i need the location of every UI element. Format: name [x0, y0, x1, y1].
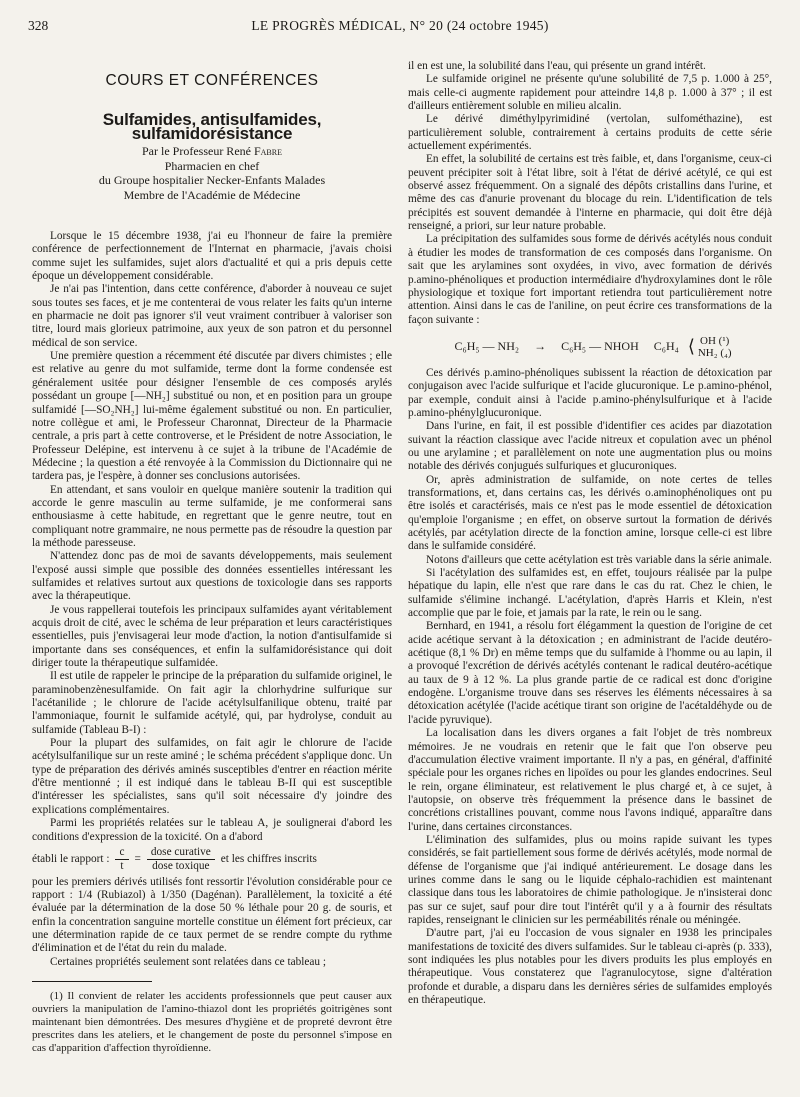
substituent-nh2: NH₂ (₄)	[697, 346, 732, 359]
paragraph: Or, après administration de sulfamide, on note certes de telles transformations, et, dans certains cas, les dérivés o.aminophénoliques ont pu être isolés et caractérisés, mais ce n'est pas le mode essentiel de détoxication qu'emploie l'organisme ; en effet, on observe surtout la formation de dérivés acétylés, par acétylation directe de la fonction amine, lorsque celle-ci est libre dans le sulfamide considéré.	[408, 473, 772, 553]
rapport-lead: établi le rapport :	[32, 853, 110, 866]
paragraph: Ces dérivés p.amino-phénoliques subissent la réaction de détoxication par conjugaison avec l'acide sulfurique et l'acide glucuronique. Le p.amino-phénol, par exemple, conduit ainsi à l'acide p.amino-phénylsulfurique et à l'acide p.amino-phénylglucuronique.	[408, 366, 772, 419]
footnote-divider	[32, 981, 152, 982]
paragraph: Certaines propriétés seulement sont relatées dans ce tableau ;	[50, 955, 327, 968]
paragraph: Une première question a récemment été discutée par divers chimistes ; elle est relative au genre du mot sulfamide, terme dont la forme condensée est généralement usitée pour désigner l'ensemble de ces composés arylés possédant un groupe [—NH₂] substitué ou non, et en position para un groupe sulfamidé [—SO₂NH₂] lui-même également substitué ou non. En particulier, notre collègue et ami, le Professeur Charonnat, Directeur de la Pharmacie centrale, a pris part à cette controverse, et le Président de notre Association, le Professeur Delépine, est intervenu à ce sujet à la tribune de l'Académie de Médecine ; la question a été renvoyée à la Commission du Dictionnaire qui ne tardera pas, je l'espère, à donner ses conclusions autorisées.	[32, 350, 392, 483]
running-title: LE PROGRÈS MÉDICAL, N° 20 (24 octobre 1945)	[251, 18, 549, 33]
paragraph: Le dérivé diméthylpyrimidiné (vertolan, sulfométhazine), est particulièrement soluble, contrairement à certains produits de cette série actuellement expérimentés.	[408, 113, 772, 153]
byline-academy: Membre de l'Académie de Médecine	[123, 187, 301, 202]
hydroxylamine-formula: C₆H₅ — NHOH	[561, 339, 639, 354]
rapport-tail: et les chiffres inscrits	[220, 853, 317, 866]
rapport-formula	[32, 846, 392, 874]
fraction-numerator: dose curative	[147, 846, 215, 860]
equals-sign: =	[134, 853, 141, 866]
aniline-formula: C₆H₅ — NH₂	[454, 339, 520, 354]
paragraph: N'attendez donc pas de moi de savants développements, mais seulement l'exposé aussi simple que possible des données essentielles intéressant les sulfamides et relatives surtout aux questions de toxicologie dans ses rapports avec la thérapeutique.	[32, 550, 392, 603]
footnote: (1) Il convient de relater les accidents professionnels que peut causer aux ouvriers la manipulation de l'amino-thiazol dont les propriétés goitrigènes sont maintenant bien démontrées. Des mesures d'hygiène et de propreté devront être prescrites dans les ateliers, et le changement de poste du personnel s'impose en cas d'apparition d'affection thyroïdienne.	[32, 989, 392, 1054]
byline-author-line	[32, 144, 392, 159]
running-header	[28, 18, 772, 38]
fraction-denominator: dose toxique	[152, 860, 210, 873]
aminophenol-formula: C₆H₄	[653, 339, 679, 354]
paragraph: D'autre part, j'ai eu l'occasion de vous signaler en 1938 les principales manifestations de toxicité des divers sulfamides. Sur le tableau ci-après (p. 333), sont indiquées les plus notables pour les divers produits les plus employés en thérapeutique. Vous constaterez que l'agranulocytose, signe d'altération profonde et durable, a disparu dans les dernières séries de sulfamides employés en thérapeutique.	[408, 927, 772, 1007]
paragraph: En attendant, et sans vouloir en quelque manière soutenir la tradition qui accorde le genre masculin au terme sulfamide, je me conformerai sans enthousiasme à cette habitude, en regrettant que le genre neutre, tout en compliquant notre grammaire, ne nous permette pas de résoudre la question par la méthode paresseuse.	[32, 483, 392, 549]
paragraph: Parmi les propriétés relatées sur le tableau A, je soulignerai d'abord les conditions d'expression de la toxicité. On a d'abord	[32, 817, 392, 843]
paragraph: pour les premiers dérivés utilisés font ressortir l'évolution considérable pour ce rapport : 1/4 (Rubiazol) à 1/350 (Dagénan). Parallèlement, la toxicité a été évaluée par la détermination de la dose 50 % léthale pour 20 g. de souris, et enfin la concentration sanguine mortelle constitue un élément fort précieux, car une détermination rapide de ce taux permet de se rendre compte du rythme d'élimination et de l'état du rein du malade.	[32, 875, 392, 955]
byline-author: Fabre	[253, 144, 282, 159]
substituent-oh: OH (¹)	[700, 334, 730, 347]
byline	[32, 144, 392, 202]
article-title: Sulfamides, antisulfamides, sulfamidorésistance	[102, 110, 322, 143]
page-number: 328	[28, 18, 49, 33]
byline-hospital: du Groupe hospitalier Necker-Enfants Malades	[98, 173, 326, 188]
paragraph: Je n'ai pas l'intention, dans cette conférence, d'aborder à nouveau ce sujet sous toutes ses faces, et je me contenterai de vous relater les faits qu'un interne en pharmacie ne doit pas ignorer s'il veut vraiment contribuer à valoriser son titre, lourd mais glorieux patrimoine, aux yeux de son patron et du personnel médical de son service.	[32, 283, 392, 349]
chemical-equation	[408, 335, 772, 359]
left-column	[32, 60, 392, 1055]
right-column	[408, 60, 772, 1007]
paragraph: Je vous rappellerai toutefois les principaux sulfamides ayant véritablement acquis droit de cité, avec le schéma de leur préparation et leurs caractéristiques essentielles, puis j'envisagerai leur mode d'action, la notion d'antisulfamide si importante dans ses conséquences, et enfin la sulfamidorésistance qui doit diriger toute la thérapeutique sulfamidée.	[32, 603, 392, 670]
byline-par: Par le Professeur René	[142, 144, 251, 159]
paragraph: Lorsque le 15 décembre 1938, j'ai eu l'honneur de faire la première conférence de perfectionnement de l'Internat en pharmacie, j'avais choisi comme sujet les sulfamides, sujet alors d'actualité et qui a pris depuis cette époque un développement considérable.	[32, 230, 392, 283]
fraction-dose	[147, 846, 215, 874]
paragraph: Notons d'ailleurs que cette acétylation est très variable dans la série animale.	[426, 553, 772, 566]
reaction-arrow: →	[534, 339, 547, 354]
paragraph: Pour la plupart des sulfamides, on fait agir le chlorure de l'acide acétylsulfanilique sur un reste aminé ; le schéma précédent s'applique donc. Un type de préparation des dérivés aminés susceptibles d'entrer en réaction mérite d'être mentionné ; il est indiqué dans le tableau B-II qui est susceptible d'intéresser les spécialistes, sans qu'il soit nécessaire d'y joindre des explications complémentaires.	[32, 737, 392, 816]
paragraph: Dans l'urine, en fait, il est possible d'identifier ces acides par diazotation suivant la réaction classique avec l'acide nitreux et copulation avec un phénol ou une arylamine ; et parallèlement on note une augmentation plus ou moins notable des dérivés conjugués sulfuriques et glucuroniques.	[408, 420, 772, 473]
section-heading: COURS ET CONFÉRENCES	[105, 72, 319, 89]
brace-symbol: ⟨	[687, 336, 695, 357]
substituent-stack	[698, 335, 732, 359]
paragraph: L'élimination des sulfamides, plus ou moins rapide suivant les types considérés, se fait partiellement sous forme de dérivés acétylés, mode normal de défense de l'organisme que j'ai indiqué antérieurement. Le dosage dans les urines comme dans le sang ou le liquide céphalo-rachidien est maintenant classique dans tous les laboratoires de chimie pathologique. Je n'insisterai donc pas sur ce sujet, sauf pour dire tout l'intérêt qu'il y a à fournir des résultats rapides, renseignant le clinicien sur les perméabilités rénale ou méningée.	[408, 833, 772, 926]
paragraph: Le sulfamide originel ne présente qu'une solubilité de 7,5 p. 1.000 à 25°, mais celle-ci augmente rapidement pour atteindre 14,8 p. 1.000 à 37° ; il est d'ailleurs entièrement soluble en milieu alcalin.	[408, 73, 772, 113]
fraction-denominator: t	[120, 860, 124, 873]
fraction-ct	[115, 846, 128, 874]
paragraph: Si l'acétylation des sulfamides est, en effet, toujours réalisée par la pulpe hépatique du lapin, elle n'est que rare dans le cas du rat. Chez le chien, le sulfamide s'élimine inchangé. L'acétylation, d'après Harris et Klein, n'est accomplie que par le foie, et jamais par la rate, le rein ou le sang.	[408, 567, 772, 620]
paragraph: il en est une, la solubilité dans l'eau, qui présente un grand intérêt.	[408, 60, 706, 72]
fraction-numerator: c	[115, 846, 128, 860]
paragraph: Il est utile de rappeler le principe de la préparation du sulfamide originel, le paraminobenzènesulfamide. On fait agir la chlorhydrine sulfurique sur l'acétanilide ; le chlorure de l'acide acétylsulfanilique obtenu, traité par l'ammoniaque, fournit le sulfamide acétylé, qui, par hydrolyse, conduit au sulfamide (Tableau B-I) :	[32, 670, 392, 736]
paragraph: Bernhard, en 1941, a résolu fort élégamment la question de l'origine de cet acide acétique servant à la détoxication ; en administrant de l'acide deutéro-acétique (8,1 % Dr) en même temps que du sulfamide à l'homme ou au lapin, il a provoqué l'excrétion de dérivés acétylés contenant le radical deutéro-acétique au taux de 9 à 12 %. La plus grande partie de ce radical est donc d'origine endogène. L'organisme trouve dans ses réserves les éléments nécessaires à sa détoxication acétylée (l'acide acétique tirant son origine de l'acétaldéhyde ou de l'acide pyruvique).	[408, 620, 772, 726]
paragraph: La localisation dans les divers organes a fait l'objet de très nombreux mémoires. Je ne voudrais en retenir que le fait que l'on observe peu d'accumulation élective vraiment importante. Il n'y a pas, en général, d'affinité spéciale pour les organes riches en lipoïdes ou pour les glandes endocrines. Seul le rein, organe éliminateur, est relativement le plus chargé et, à ce sujet, à l'autopsie, on observe très fréquemment la présence dans le bassinet de concrétions cristallines pouvant, comme nous l'avons indiqué, apparaître dans l'urine, dans certaines circonstances.	[408, 727, 772, 833]
paragraph: La précipitation des sulfamides sous forme de dérivés acétylés nous conduit à étudier les modes de transformation de ces composés dans l'organisme. On sait que les arylamines sont oxydées, in vivo, avec formation de dérivés p.amino-phénoliques et production intermédiaire d'hydroxylamines dont le rôle physiologique et toxique fort important retiendra tout particulièrement notre attention. Ainsi dans le cas de l'aniline, on peut écrire ces transformations de la façon suivante :	[408, 233, 772, 326]
paragraph: En effet, la solubilité de certains est très faible, et, dans l'organisme, ceux-ci peuvent précipiter soit à l'état libre, soit à l'état de dérivé acétylé, ce qui est observé assez fréquemment. On a signalé des dépôts cristallins dans l'urine, et même des cas d'anurie provenant du blocage du rein. L'identification de tels précipités est souvent demandée à l'interne en pharmacie, qui doit être déjà renseigné, a priori, sur leur nature probable.	[408, 153, 772, 233]
byline-role: Pharmacien en chef	[164, 158, 260, 173]
